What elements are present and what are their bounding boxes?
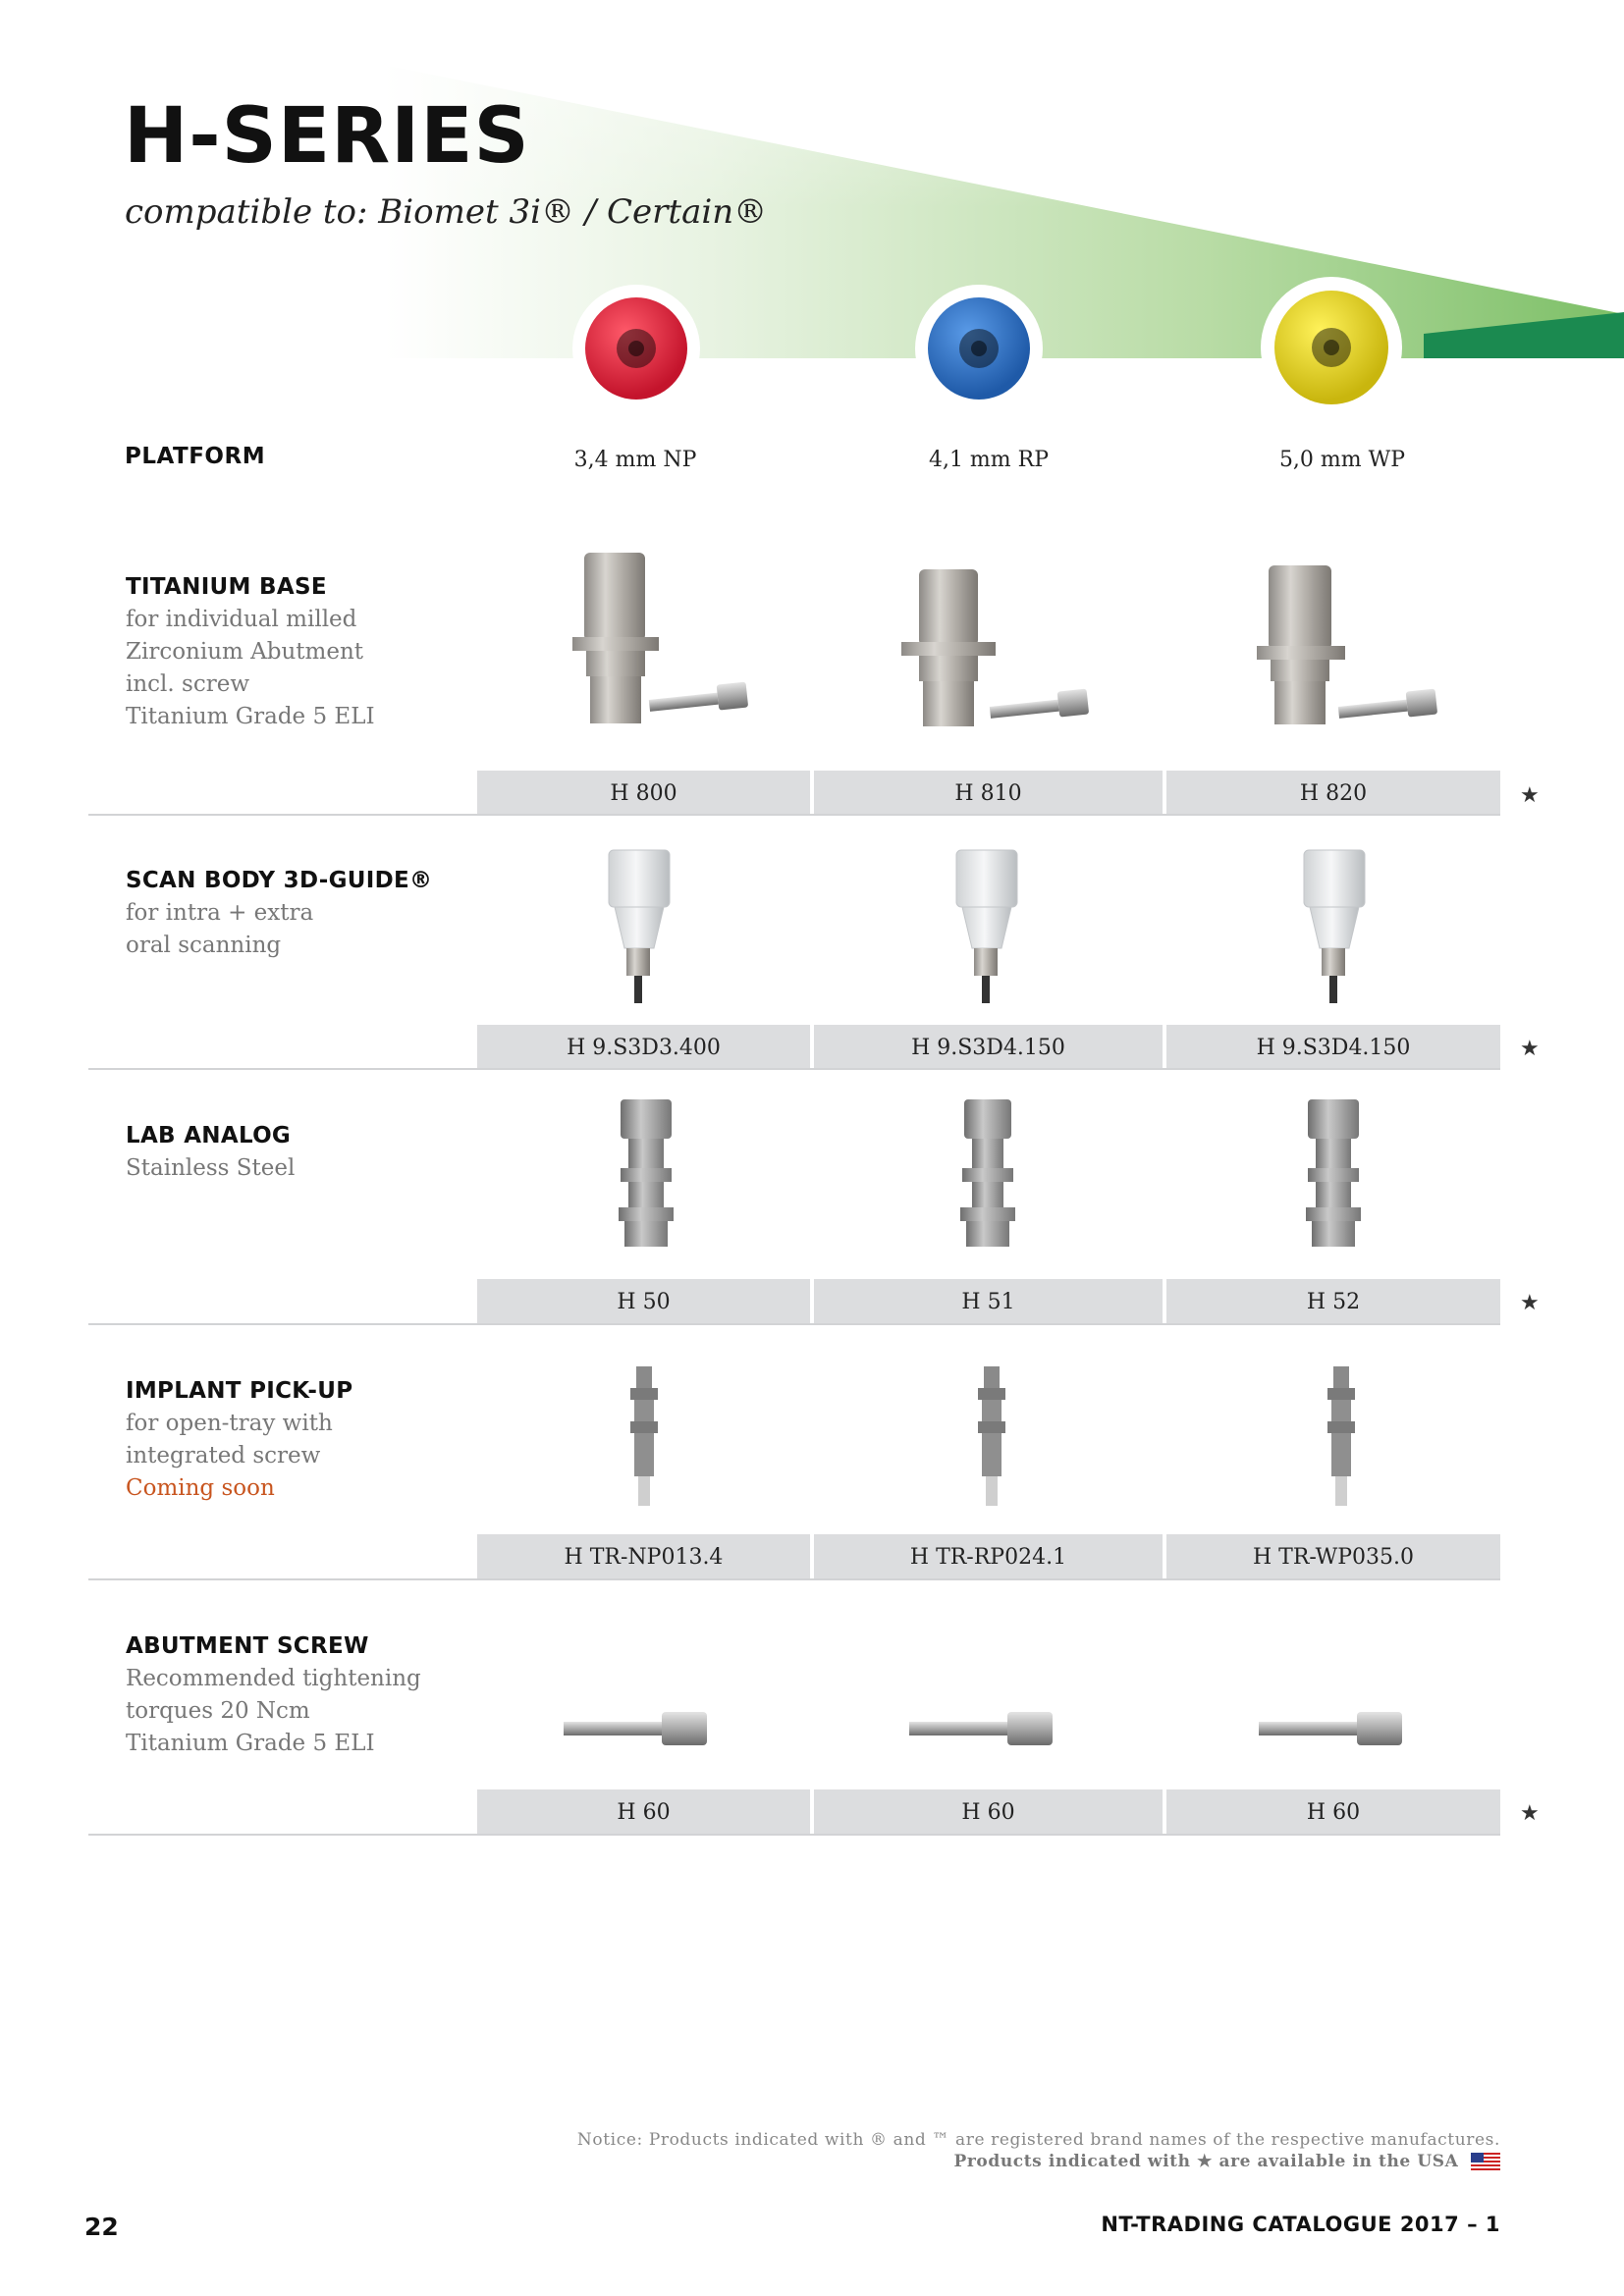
product-code-cell: H 50 [477,1279,810,1324]
section-desc-line: torques 20 Ncm [126,1698,310,1724]
section-desc-line: incl. screw [126,671,250,697]
abutment-screw-icon [1259,1710,1406,1749]
page-subtitle: compatible to: Biomet 3i® / Certain® [125,192,768,232]
scan-body-icon [948,846,1027,1005]
usa-note-text: Products indicated with ★ are available in the USA [953,2152,1459,2171]
scan-body-icon [601,846,679,1005]
section-desc-line: for intra + extra [126,900,314,926]
catalogue-name: NT-TRADING CATALOGUE 2017 – 1 [1101,2213,1500,2236]
lab-analog-icon [956,1097,1019,1251]
section-desc-line: integrated screw [126,1443,321,1468]
section-divider [88,1578,1500,1580]
product-code-cell: H 9.S3D4.150 [1166,1025,1500,1070]
section-title-titanium-base: TITANIUM BASE [126,574,327,600]
abutment-screw-icon [909,1710,1056,1749]
platform-size-wp: 5,0 mm WP [1278,448,1406,472]
section-desc-line: Titanium Grade 5 ELI [126,704,375,729]
section-desc-line: for open-tray with [126,1411,333,1436]
product-code-cell: H 820 [1166,771,1500,816]
product-code-cell: H 810 [814,771,1163,816]
product-code-cell: H 9.S3D4.150 [814,1025,1163,1070]
product-code-cell: H TR-RP024.1 [814,1534,1163,1579]
section-desc-line: Recommended tightening [126,1666,421,1691]
page-title: H-SERIES [124,92,530,181]
implant-pickup-icon [1324,1364,1359,1508]
usa-flag-icon [1471,2153,1500,2172]
platform-np-icon [572,285,700,412]
abutment-screw-icon [564,1710,711,1749]
trademark-notice: Notice: Products indicated with ® and ™ are registered brand names of the respective manufactures. [576,2130,1500,2150]
section-divider [88,814,1500,816]
section-desc-line: Zirconium Abutment [126,639,364,665]
lab-analog-icon [1302,1097,1365,1251]
product-code-cell: H 51 [814,1279,1163,1324]
platform-size-rp: 4,1 mm RP [928,448,1050,472]
section-title-abutment-screw: ABUTMENT SCREW [126,1633,369,1659]
implant-pickup-icon [626,1364,662,1508]
product-code-cell: H 60 [814,1789,1163,1835]
usa-availability-note [953,2152,1500,2172]
section-divider [88,1323,1500,1325]
platform-wp-icon [1261,277,1402,418]
product-code-cell: H 800 [477,771,810,816]
platform-label: PLATFORM [125,444,266,469]
page-number: 22 [84,2213,119,2241]
section-desc-line: Stainless Steel [126,1155,296,1181]
section-divider [88,1068,1500,1070]
section-title-lab-analog: LAB ANALOG [126,1123,292,1148]
platform-rp-icon [915,285,1043,412]
section-desc-line: for individual milled [126,607,357,632]
product-code-cell: H 60 [1166,1789,1500,1835]
titanium-base-icon [895,560,1102,736]
scan-body-icon [1296,846,1375,1005]
section-title-scan-body: SCAN BODY 3D-GUIDE® [126,868,433,893]
lab-analog-icon [615,1097,677,1251]
usa-availability-star: ★ [1520,1801,1540,1826]
product-code-cell: H 9.S3D3.400 [477,1025,810,1070]
implant-pickup-icon [974,1364,1009,1508]
titanium-base-icon [1247,560,1453,736]
usa-availability-star: ★ [1520,1291,1540,1315]
platform-size-np: 3,4 mm NP [573,448,697,472]
product-code-cell: H TR-WP035.0 [1166,1534,1500,1579]
usa-availability-star: ★ [1520,1037,1540,1061]
section-divider [88,1834,1500,1836]
section-desc-line: oral scanning [126,933,282,958]
titanium-base-icon [565,545,771,731]
coming-soon-note: Coming soon [126,1475,275,1501]
section-title-implant-pickup: IMPLANT PICK-UP [126,1378,353,1404]
section-desc-line: Titanium Grade 5 ELI [126,1731,375,1756]
product-code-cell: H 60 [477,1789,810,1835]
product-code-cell: H TR-NP013.4 [477,1534,810,1579]
usa-availability-star: ★ [1520,783,1540,808]
product-code-cell: H 52 [1166,1279,1500,1324]
